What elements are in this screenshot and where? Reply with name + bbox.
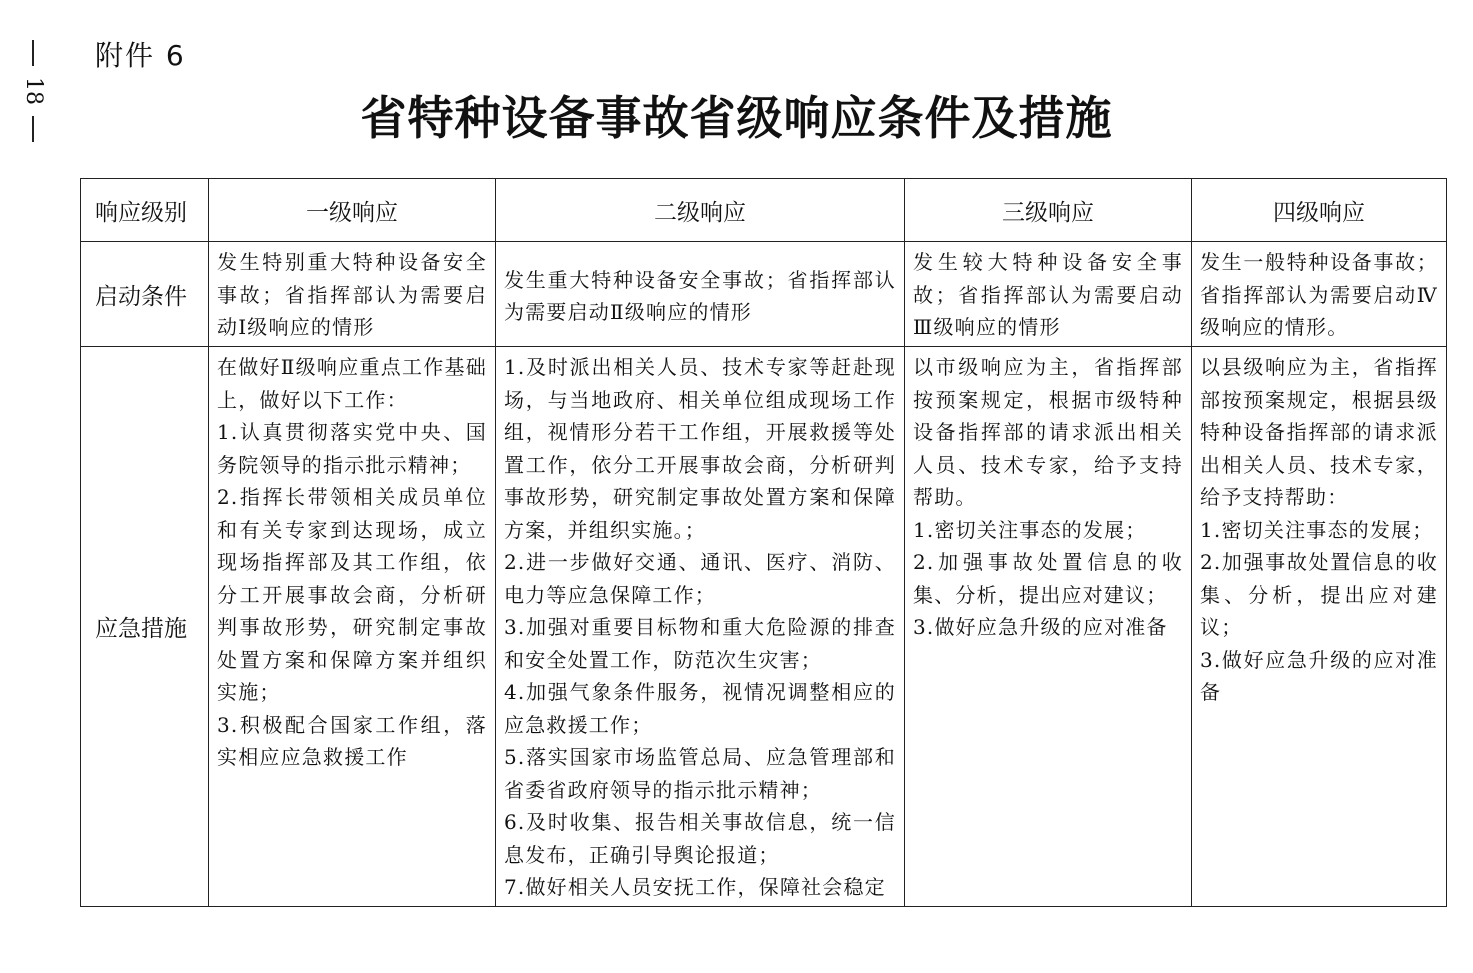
measure-item: 在做好Ⅱ级响应重点工作基础上，做好以下工作： — [217, 355, 487, 412]
header-level-3: 三级响应 — [905, 179, 1192, 242]
condition-level-4: 发生一般特种设备事故；省指挥部认为需要启动Ⅳ级响应的情形。 — [1192, 242, 1447, 347]
attachment-label: 附件 6 — [95, 39, 186, 72]
measures-level-4 — [1192, 347, 1447, 907]
measure-item: 5.落实国家市场监管总局、应急管理部和省委省政府领导的指示批示精神； — [504, 745, 896, 802]
response-table — [80, 178, 1447, 907]
condition-level-3: 发生较大特种设备安全事故；省指挥部认为需要启动Ⅲ级响应的情形 — [905, 242, 1192, 347]
measure-item: 以县级响应为主，省指挥部按预案规定，根据县级特种设备指挥部的请求派出相关人员、技术专家，给予支持帮助： — [1200, 355, 1438, 509]
table-row-conditions — [81, 242, 1447, 347]
header-level-1: 一级响应 — [209, 179, 496, 242]
measure-item: 1.密切关注事态的发展； — [1200, 517, 1434, 542]
header-response-level: 响应级别 — [81, 179, 209, 242]
page-number-value: 18 — [21, 77, 46, 105]
measure-item: 3.做好应急升级的应对准备 — [913, 615, 1168, 639]
measure-item: 1.认真贯彻落实党中央、国务院领导的指示批示精神； — [217, 420, 487, 477]
measures-level-1 — [209, 347, 496, 907]
measures-level-3 — [905, 347, 1192, 907]
measure-item: 3.做好应急升级的应对准备 — [1200, 647, 1438, 704]
measure-item: 7.做好相关人员安抚工作，保障社会稳定 — [504, 875, 886, 899]
measure-item: 1.及时派出相关人员、技术专家等赶赴现场，与当地政府、相关单位组成现场工作组，视情形分若干工作组，开展救援等处置工作，依分工开展事故会商，分析研判事故形势，研究制定事故处置方案和保障方案，并组织实施。； — [504, 355, 896, 542]
measures-level-2 — [496, 347, 905, 907]
measure-item: 2.进一步做好交通、通讯、医疗、消防、电力等应急保障工作； — [504, 550, 896, 607]
table-row-measures — [81, 347, 1447, 907]
measure-item: 3.积极配合国家工作组，落实相应应急救援工作 — [217, 712, 487, 769]
header-level-4: 四级响应 — [1192, 179, 1447, 242]
table-header-row — [81, 179, 1447, 242]
measure-item: 1.密切关注事态的发展； — [913, 517, 1147, 542]
row-label-conditions: 启动条件 — [81, 242, 209, 347]
condition-level-2: 发生重大特种设备安全事故；省指挥部认为需要启动Ⅱ级响应的情形 — [496, 242, 905, 347]
header-level-2: 二级响应 — [496, 179, 905, 242]
measure-item: 2.指挥长带领相关成员单位和有关专家到达现场，成立现场指挥部及其工作组，依分工开展事故会商，分析研判事故形势，研究制定事故处置方案和保障方案并组织实施； — [217, 485, 487, 704]
measure-item: 2.加强事故处置信息的收集、分析，提出应对建议； — [1200, 550, 1438, 639]
measure-item: 以市级响应为主，省指挥部按预案规定，根据市级特种设备指挥部的请求派出相关人员、技术专家，给予支持帮助。 — [913, 355, 1183, 509]
measure-item: 4.加强气象条件服务，视情况调整相应的应急救援工作； — [504, 680, 896, 737]
measure-item: 3.加强对重要目标物和重大危险源的排查和安全处置工作，防范次生灾害； — [504, 615, 896, 672]
measure-item: 2.加强事故处置信息的收集、分析，提出应对建议； — [913, 550, 1183, 607]
measure-item: 6.及时收集、报告相关事故信息，统一信息发布，正确引导舆论报道； — [504, 810, 896, 867]
page-title: 省特种设备事故省级响应条件及措施 — [360, 91, 1113, 145]
page-number-dash-top — [32, 40, 34, 66]
row-label-measures: 应急措施 — [81, 347, 209, 907]
condition-level-1: 发生特别重大特种设备安全事故；省指挥部认为需要启动Ⅰ级响应的情形 — [209, 242, 496, 347]
